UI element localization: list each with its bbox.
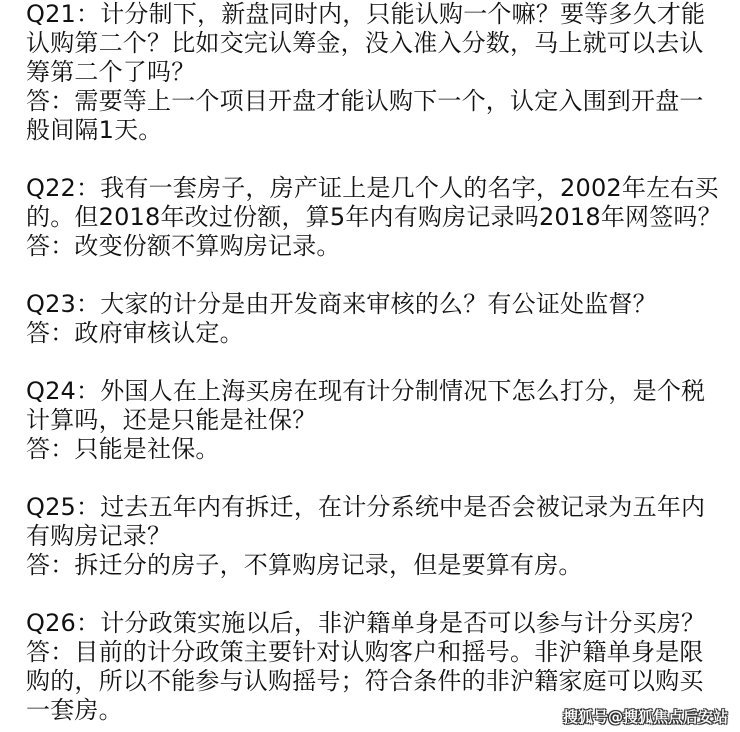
q26-answer-line-2: 购的，所以不能参与认购摇号；符合条件的非沪籍家庭可以购买 [26, 667, 704, 695]
q22-answer-line-1: 答：改变份额不算购房记录。 [26, 232, 341, 260]
q23-answer-line-1: 答：政府审核认定。 [26, 319, 244, 347]
faq-item-q24 [26, 377, 726, 464]
q24-question-line-1: Q24：外国人在上海买房在现有计分制情况下怎么打分，是个税 [26, 377, 706, 405]
q21-question-line-1: Q21：计分制下，新盘同时内，只能认购一个嘛？要等多久才能 [26, 0, 706, 28]
q21-question-line-2: 认购第二个？比如交完认筹金，没入准入分数，马上就可以去认 [26, 29, 704, 57]
q26-answer-line-3: 一套房。 [26, 696, 123, 724]
faq-document [26, 0, 726, 725]
faq-item-q23 [26, 290, 726, 348]
faq-item-q25 [26, 493, 726, 580]
q23-question-line-1: Q23：大家的计分是由开发商来审核的么？有公证处监督？ [26, 290, 657, 318]
q25-question-line-1: Q25：过去五年内有拆迁，在计分系统中是否会被记录为五年内 [26, 493, 706, 521]
faq-item-q22 [26, 174, 726, 261]
q26-answer-line-1: 答：目前的计分政策主要针对认购客户和摇号。非沪籍单身是限 [26, 638, 704, 666]
q24-question-line-2: 计算吗，还是只能是社保？ [26, 406, 317, 434]
paragraph-spacer [26, 580, 726, 609]
paragraph-spacer [26, 145, 726, 174]
q26-question-line-1: Q26：计分政策实施以后，非沪籍单身是否可以参与计分买房？ [26, 609, 706, 637]
paragraph-spacer [26, 261, 726, 290]
q21-answer-line-2: 般间隔1天。 [26, 116, 163, 144]
q21-question-line-3: 筹第二个了吗？ [26, 58, 196, 86]
q24-answer-line-1: 答：只能是社保。 [26, 435, 220, 463]
q25-question-line-2: 有购房记录？ [26, 522, 172, 550]
paragraph-spacer [26, 348, 726, 377]
q22-question-line-2: 的。但2018年改过份额，算5年内有购房记录吗2018年网签吗？ [26, 203, 722, 231]
paragraph-spacer [26, 464, 726, 493]
q22-question-line-1: Q22：我有一套房子，房产证上是几个人的名字，2002年左右买 [26, 174, 719, 202]
sohu-watermark: 搜狐号@搜狐焦点后安站 [562, 708, 728, 726]
q25-answer-line-1: 答：拆迁分的房子，不算购房记录，但是要算有房。 [26, 551, 583, 579]
q21-answer-line-1: 答：需要等上一个项目开盘才能认购下一个，认定入围到开盘一 [26, 87, 704, 115]
faq-item-q21 [26, 0, 726, 145]
